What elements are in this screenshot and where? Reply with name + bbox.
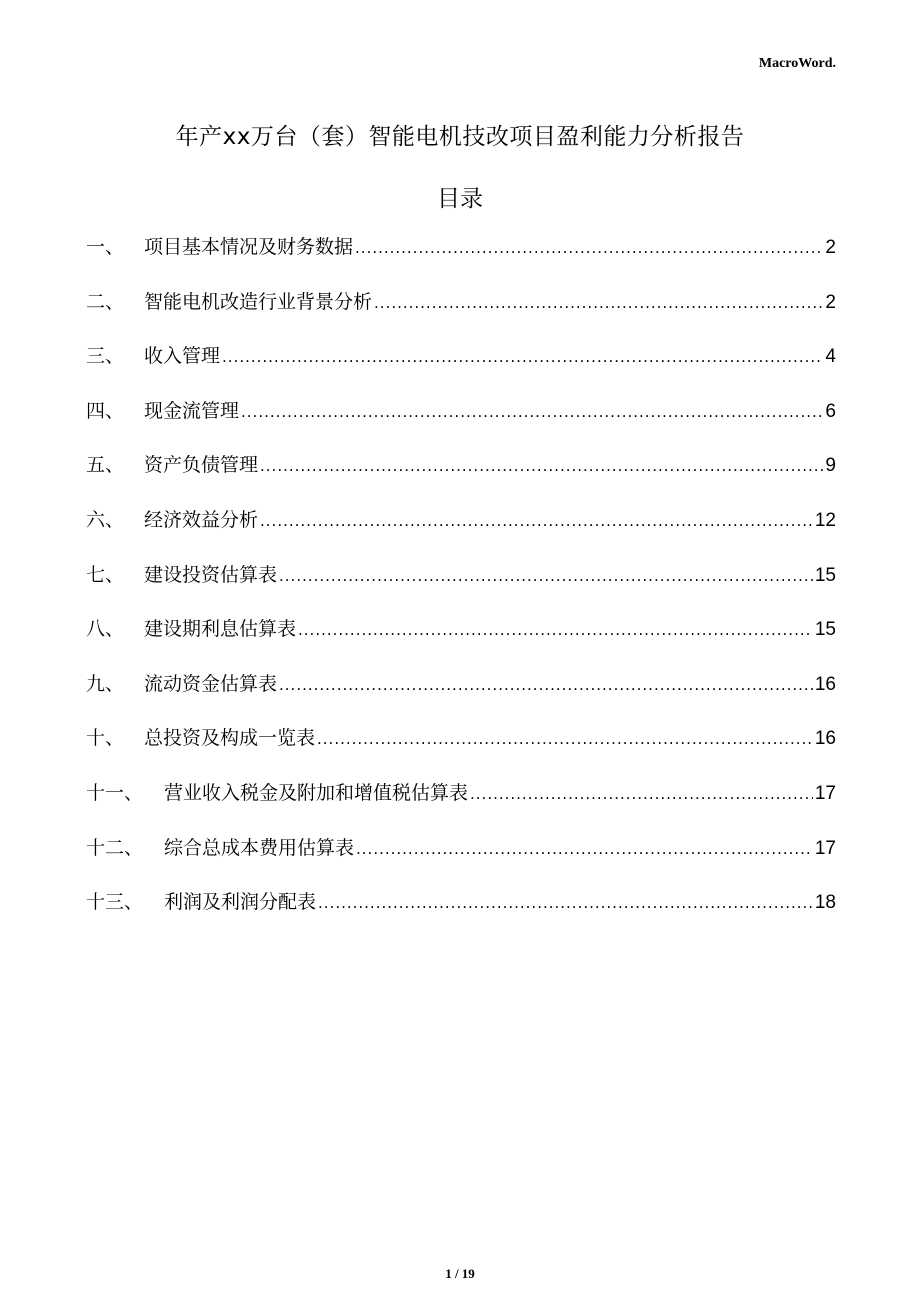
toc-entry-page: 18 bbox=[814, 892, 836, 914]
toc-entry[interactable] bbox=[86, 287, 836, 342]
toc-entry-label: 智能电机改造行业背景分析 bbox=[144, 290, 373, 313]
toc-entry[interactable] bbox=[86, 232, 836, 287]
toc-entry-page: 4 bbox=[825, 346, 836, 368]
toc-entry-number: 六、 bbox=[86, 508, 125, 531]
toc-entry-number: 九、 bbox=[86, 672, 125, 695]
toc-dot-leader bbox=[279, 567, 813, 585]
toc-entry-page: 15 bbox=[814, 564, 836, 586]
toc-dot-leader bbox=[260, 512, 813, 530]
toc-entry-number: 一、 bbox=[86, 236, 125, 258]
toc-dot-leader bbox=[317, 730, 813, 748]
toc-entry[interactable] bbox=[86, 450, 836, 505]
toc-entry-number: 七、 bbox=[86, 563, 125, 586]
toc-entry-label: 项目基本情况及财务数据 bbox=[144, 236, 354, 258]
toc-entry-page: 16 bbox=[814, 673, 836, 695]
header-brand: MacroWord. bbox=[758, 56, 836, 71]
toc-dot-leader bbox=[374, 294, 823, 312]
toc-dot-leader bbox=[241, 403, 823, 421]
toc-entry-label: 利润及利润分配表 bbox=[164, 891, 317, 914]
toc-entry-number: 十三、 bbox=[86, 891, 144, 914]
toc-entry[interactable] bbox=[86, 396, 836, 451]
toc-heading: 目录 bbox=[437, 186, 483, 212]
toc-entry-number: 十一、 bbox=[86, 781, 144, 804]
toc-entry-label: 收入管理 bbox=[144, 345, 221, 368]
toc-entry-label: 总投资及构成一览表 bbox=[144, 727, 316, 750]
toc-entry-page: 16 bbox=[814, 728, 836, 750]
toc-dot-leader bbox=[298, 621, 813, 639]
toc-entry-page: 2 bbox=[825, 291, 836, 313]
toc-dot-leader bbox=[279, 676, 813, 694]
toc-entry-number: 二、 bbox=[86, 290, 125, 313]
toc-entry-number: 十、 bbox=[86, 727, 125, 750]
toc-entry[interactable] bbox=[86, 560, 836, 615]
toc-entry-label: 现金流管理 bbox=[144, 399, 240, 422]
toc-entry-label: 建设期利息估算表 bbox=[144, 618, 297, 641]
toc-entry-number: 五、 bbox=[86, 454, 125, 477]
toc-entry-page: 17 bbox=[814, 837, 836, 859]
toc-dot-leader bbox=[318, 894, 813, 912]
toc-dot-leader bbox=[470, 785, 813, 803]
toc-dot-leader bbox=[222, 348, 823, 366]
toc-entry-number: 十二、 bbox=[86, 836, 144, 859]
toc-entry-number: 三、 bbox=[86, 345, 125, 368]
toc-entry-page: 9 bbox=[825, 455, 836, 477]
toc-entry-number: 四、 bbox=[86, 399, 125, 422]
toc-entry-page: 17 bbox=[814, 782, 836, 804]
toc-dot-leader bbox=[356, 840, 813, 858]
toc-entry[interactable] bbox=[86, 341, 836, 396]
toc-entry-label: 营业收入税金及附加和增值税估算表 bbox=[164, 781, 469, 804]
toc-entry-page: 12 bbox=[814, 509, 836, 531]
toc-entry-page: 15 bbox=[814, 619, 836, 641]
toc-entry-label: 建设投资估算表 bbox=[144, 563, 278, 586]
toc-entry-label: 综合总成本费用估算表 bbox=[164, 836, 355, 859]
toc-dot-leader bbox=[260, 457, 823, 475]
toc-entry[interactable] bbox=[86, 614, 836, 669]
toc-entry[interactable] bbox=[86, 669, 836, 724]
document-title: 年产xx万台（套）智能电机技改项目盈利能力分析报告 bbox=[175, 124, 745, 150]
page-indicator: 1 / 19 bbox=[445, 1266, 475, 1281]
toc-entry[interactable] bbox=[86, 833, 836, 888]
toc-entry[interactable] bbox=[86, 778, 836, 833]
toc-entry-label: 资产负债管理 bbox=[144, 454, 259, 477]
toc-entry-page: 2 bbox=[825, 237, 836, 258]
toc-entry[interactable] bbox=[86, 887, 836, 942]
toc-entry[interactable] bbox=[86, 505, 836, 560]
toc-entry[interactable] bbox=[86, 723, 836, 778]
toc-entry-page: 6 bbox=[825, 400, 836, 422]
table-of-contents bbox=[86, 232, 836, 942]
toc-entry-label: 流动资金估算表 bbox=[144, 672, 278, 695]
toc-dot-leader bbox=[355, 239, 823, 257]
toc-entry-label: 经济效益分析 bbox=[144, 508, 259, 531]
toc-entry-number: 八、 bbox=[86, 618, 125, 641]
